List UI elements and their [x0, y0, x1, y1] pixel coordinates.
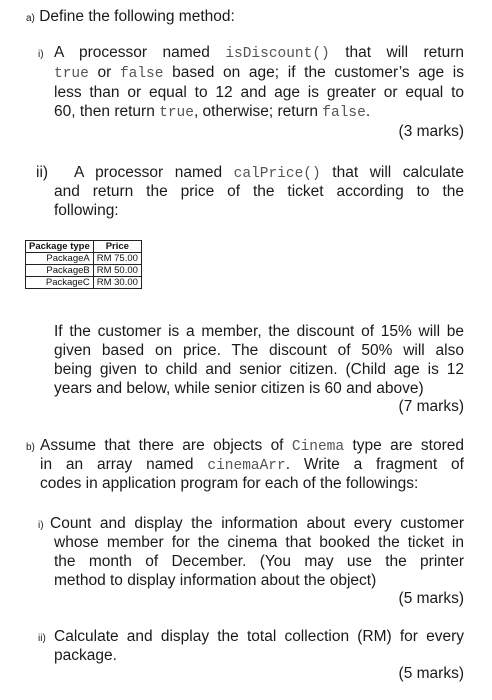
- package-price-table: [25, 240, 142, 289]
- part-a-q1-line2: true or false based on age; if the customer’s age is: [54, 64, 464, 82]
- part-a-heading: [26, 8, 235, 28]
- part-b-q2-marks: (5 marks): [398, 665, 464, 682]
- table-cell-price: RM 75.00: [93, 253, 141, 265]
- part-b-line3: codes in application program for each of the followings:: [40, 475, 419, 492]
- part-a-q2-line2: and return the price of the ticket according to the: [54, 183, 464, 200]
- code-calprice: calPrice(): [233, 166, 321, 182]
- table-cell-price: RM 50.00: [93, 265, 141, 277]
- part-a-q1-marks: (3 marks): [398, 123, 464, 140]
- table-cell-price: RM 30.00: [93, 277, 141, 289]
- code-cinemaarr: cinemaArr: [207, 458, 286, 474]
- part-b-line2: in an array named cinemaArr. Write a fragment of: [40, 456, 464, 474]
- part-a-q1-line3: less than or equal to 12 and age is greater or equal to: [54, 84, 464, 101]
- table-header-row: [26, 241, 142, 253]
- part-a-q2-para-line3: being given to child and senior citizen. (Child age is 12: [54, 361, 464, 378]
- part-a-q2-para-line2: given based on price. The discount of 50% will also: [54, 342, 464, 359]
- part-a-q1-marker: i): [38, 49, 44, 60]
- table-row: [26, 253, 142, 265]
- part-a-q2-marks: (7 marks): [398, 398, 464, 415]
- part-a-q2-para-line1: If the customer is a member, the discount of 15% will be: [54, 323, 464, 340]
- part-b-q1-line3: the month of December. (You may use the printer: [54, 553, 464, 570]
- part-b-q1-marks: (5 marks): [398, 590, 464, 607]
- part-a-q1-line1: A processor named isDiscount() that will return: [54, 44, 464, 62]
- part-b-q2-marker: ii): [38, 633, 46, 644]
- part-a-q2-marker: ii): [36, 164, 49, 181]
- table-cell-package: PackageA: [26, 253, 94, 265]
- part-a-marker: a): [26, 13, 35, 24]
- table-header-price: Price: [93, 241, 141, 253]
- part-b-q2-line1: Calculate and display the total collection (RM) for every: [54, 628, 464, 645]
- part-b-q1-marker: i): [38, 520, 44, 531]
- part-b-q1-line2: whose member for the cinema that booked the ticket in: [54, 534, 464, 551]
- part-b-marker: b): [26, 442, 35, 453]
- table-cell-package: PackageC: [26, 277, 94, 289]
- part-b-line1: Assume that there are objects of Cinema type are stored: [40, 437, 464, 455]
- part-b-q1-line4: method to display information about the object): [54, 572, 377, 589]
- part-b-q2-line2: package.: [54, 647, 117, 664]
- table-row: [26, 265, 142, 277]
- part-a-q2-line3: following:: [54, 202, 119, 219]
- code-isdiscount: isDiscount(): [225, 46, 330, 62]
- code-cinema: Cinema: [291, 439, 345, 455]
- table-row: [26, 277, 142, 289]
- table-header-package-type: Package type: [26, 241, 94, 253]
- part-a-heading-text: Define the following method:: [39, 8, 235, 25]
- part-a-q2-para-line4: years and below, while senior citizen is 60 and above): [54, 380, 424, 397]
- part-b-q1-line1: Count and display the information about every customer: [50, 515, 464, 532]
- part-a-q2-line1: A processor named calPrice() that will calculate: [74, 164, 464, 182]
- table-cell-package: PackageB: [26, 265, 94, 277]
- part-a-q1-line4: 60, then return true, otherwise; return false.: [54, 103, 371, 121]
